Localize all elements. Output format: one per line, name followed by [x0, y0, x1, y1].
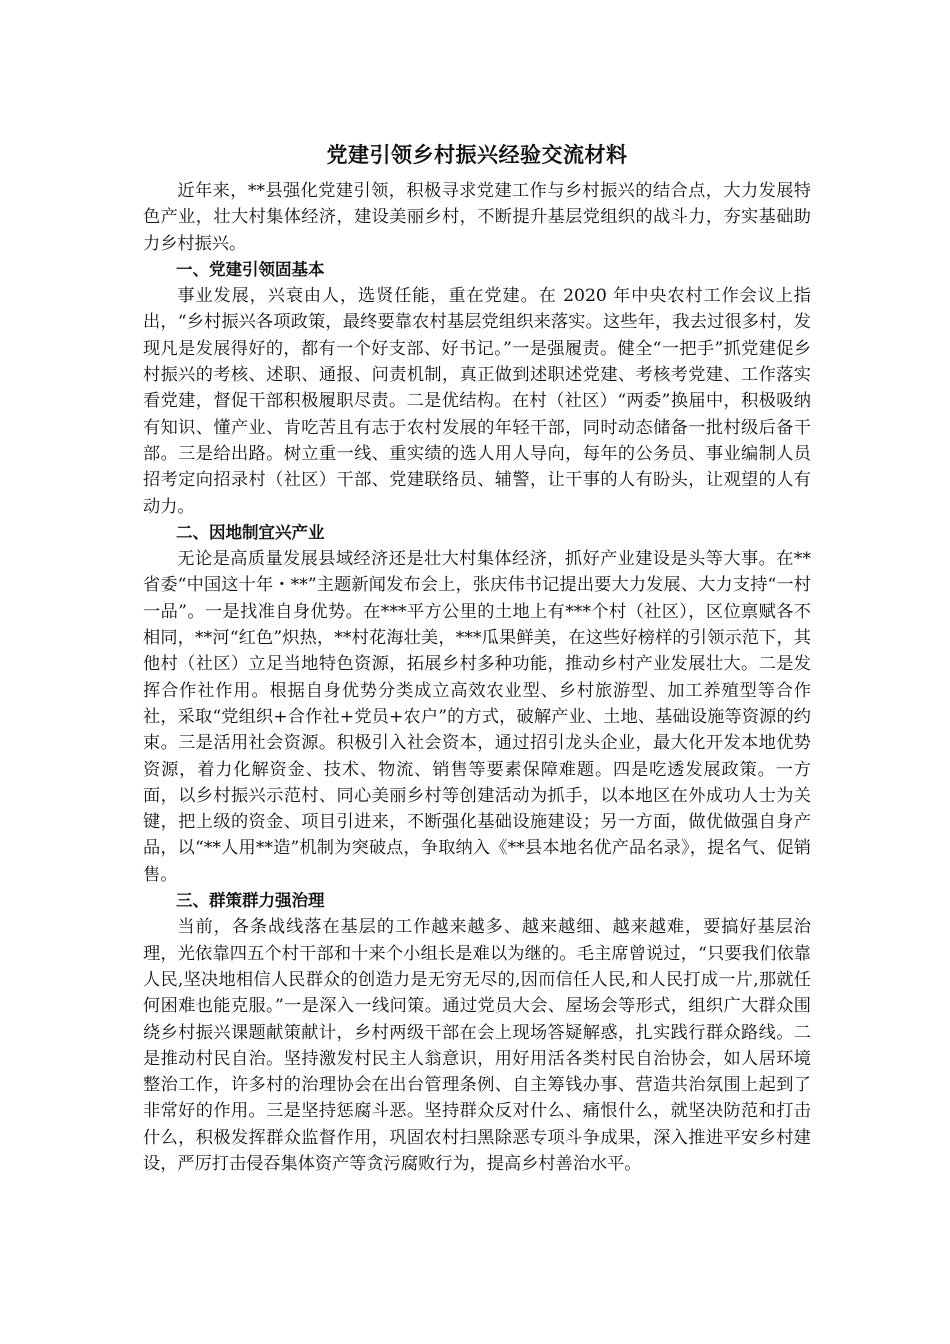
section-1-body: 事业发展，兴衰由人，选贤任能，重在党建。在 2020 年中央农村工作会议上指出，“乡村振兴各项政策，最终要靠农村基层党组织来落实。这些年，我去过很多村，发现凡是发展得好的，都有一个好支部、好书记。”一是强履责。健全“一把手”抓党建促乡村振兴的考核、述职、通报、问责机制，真正做到述职述党建、考核考党建、工作落实看党建，督促干部积极履职尽责。二是优结构。在村（社区）“两委”换届中，积极吸纳有知识、懂产业、肯吃苦且有志于农村发展的年轻干部，同时动态储备一批村级后备干部。三是给出路。树立重一线、重实绩的选人用人导向，每年的公务员、事业编制人员招考定向招录村（社区）干部、党建联络员、辅警，让干事的人有盼头，让观望的人有动力。: [143, 286, 811, 517]
section-2-body: 无论是高质量发展县域经济还是壮大村集体经济，抓好产业建设是头等大事。在**省委“中国这十年・**”主题新闻发布会上，张庆伟书记提出要大力发展、大力支持“一村一品”。一是找准自身优势。在***平方公里的土地上有***个村（社区），区位禀赋各不相同，**河“红色”炽热，**村花海壮美，***瓜果鲜美，在这些好榜样的引领示范下，其他村（社区）立足当地特色资源，拓展乡村多种功能，推动乡村产业发展壮大。二是发挥合作社作用。根据自身优势分类成立高效农业型、乡村旅游型、加工养殖型等合作社，采取“党组织+合作社+党员+农户”的方式，破解产业、土地、基础设施等资源的约束。三是活用社会资源。积极引入社会资本，通过招引龙头企业，最大化开发本地优势资源，着力化解资金、技术、物流、销售等要素保障难题。四是吃透发展政策。一方面，以乡村振兴示范村、同心美丽乡村等创建活动为抓手，以本地区在外成功人士为关键，把上级的资金、项目引进来，不断强化基础设施建设；另一方面，做优做强自身产品，以“**人用**造”机制为突破点，争取纳入《**县本地名优产品名录》，提名气、促销售。: [143, 549, 811, 885]
section-2-heading: 二、因地制宜兴产业: [176, 522, 325, 542]
intro-paragraph: 近年来，**县强化党建引领，积极寻求党建工作与乡村振兴的结合点，大力发展特色产业，壮大村集体经济，建设美丽乡村，不断提升基层党组织的战斗力，夯实基础助力乡村振兴。: [143, 181, 811, 254]
document-page: [143, 138, 811, 1177]
section-3-body: 当前，各条战线落在基层的工作越来越多、越来越细、越来越难，要搞好基层治理，光依靠四五个村干部和十来个小组长是难以为继的。毛主席曾说过，“只要我们依靠人民,坚决地相信人民群众的创造力是无穷无尽的,因而信任人民,和人民打成一片,那就任何困难也能克服。”一是深入一线问策。通过党员大会、屋场会等形式，组织广大群众围绕乡村振兴课题献策献计，乡村两级干部在会上现场答疑解惑，扎实践行群众路线。二是推动村民自治。坚持激发村民主人翁意识，用好用活各类村民自治协会，如人居环境整治工作，许多村的治理协会在出台管理条例、自主筹钱办事、营造共治氛围上起到了非常好的作用。三是坚持惩腐斗恶。坚持群众反对什么、痛恨什么，就坚决防范和打击什么，积极发挥群众监督作用，巩固农村扫黑除恶专项斗争成果，深入推进平安乡村建设，严厉打击侵吞集体资产等贪污腐败行为，提高乡村善治水平。: [143, 917, 811, 1174]
document-title: 党建引领乡村振兴经验交流材料: [326, 143, 628, 167]
section-3-heading: 三、群策群力强治理: [176, 891, 325, 911]
section-1-heading: 一、党建引领固基本: [176, 259, 325, 279]
